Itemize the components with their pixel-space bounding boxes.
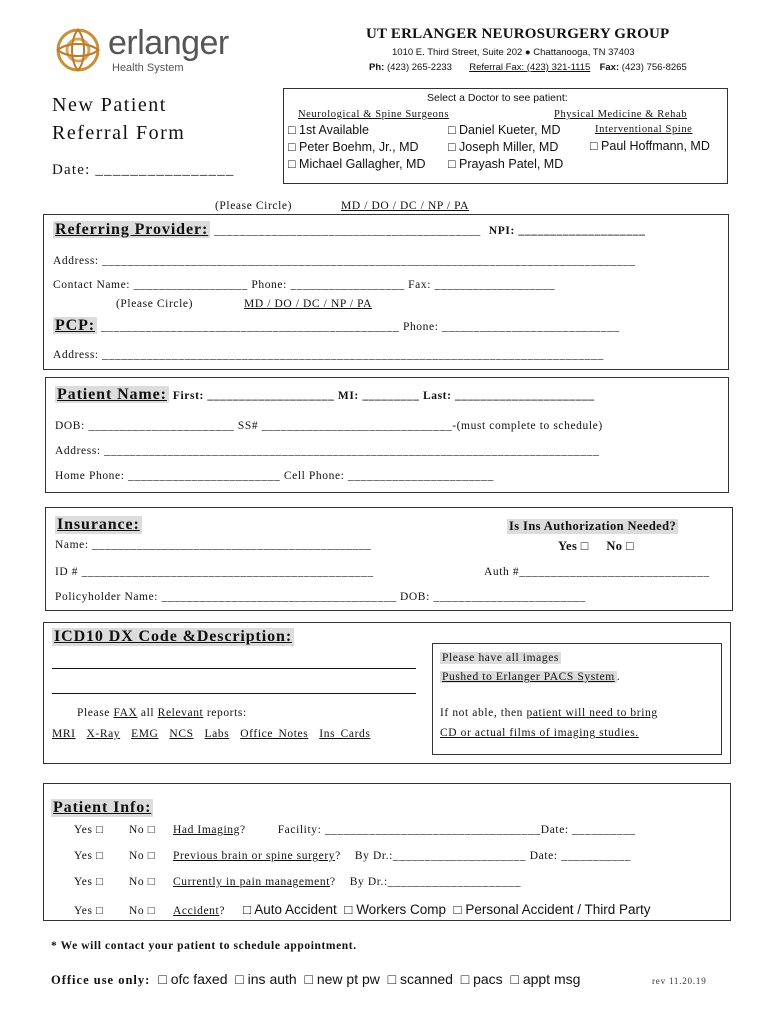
no-option[interactable]: No □ bbox=[129, 850, 156, 862]
patient-address-field[interactable]: Address: ______________________________________________________________________________ bbox=[55, 445, 600, 457]
logo-wordmark: erlanger bbox=[108, 24, 229, 62]
referring-provider-field[interactable]: __________________________________________ bbox=[214, 225, 481, 237]
patient-info-label: Patient Info: bbox=[53, 799, 152, 816]
contact-note: * We will contact your patient to schedule appointment. bbox=[51, 940, 357, 952]
interventional-heading: Interventional Spine bbox=[595, 124, 693, 135]
pmr-col bbox=[590, 139, 710, 153]
auth-number-field[interactable]: Auth #______________________________ bbox=[484, 566, 710, 578]
info-row: Yes □ No □ Accident? □ Auto Accident □ Workers Comp □ Personal Accident / Third Party bbox=[74, 902, 651, 917]
report-item[interactable]: Labs bbox=[204, 728, 230, 740]
phone-value: (423) 265-2233 bbox=[386, 62, 452, 73]
pcp-please-circle: (Please Circle) bbox=[116, 298, 194, 310]
fax-label: Fax: bbox=[599, 62, 620, 73]
checkbox[interactable]: □ bbox=[448, 157, 460, 171]
auth-yes-no[interactable]: Yes □ No □ bbox=[558, 539, 634, 553]
checkbox[interactable]: □ bbox=[288, 140, 300, 154]
patient-name-fields[interactable]: First: ____________________ MI: _________ Last: ______________________ bbox=[172, 390, 595, 402]
info-rest[interactable]: By Dr.:_____________________ Date: ___________ bbox=[354, 850, 631, 862]
doctor-option[interactable]: □ Daniel Kueter, MD bbox=[448, 123, 561, 137]
accident-option[interactable]: □ Personal Accident / Third Party bbox=[453, 902, 651, 917]
checkbox[interactable]: □ bbox=[448, 140, 460, 154]
info-item: Accident bbox=[173, 905, 220, 917]
doctor-select-box bbox=[283, 88, 728, 184]
policyholder-row[interactable]: Policyholder Name: _____________________________________ DOB: ________________________ bbox=[55, 591, 586, 603]
phone-label: Ph: bbox=[369, 62, 385, 73]
info-item: Currently in pain management bbox=[173, 876, 330, 888]
accident-option[interactable]: □ Workers Comp bbox=[344, 902, 446, 917]
insurance-id-field[interactable]: ID # ______________________________________________ bbox=[55, 566, 374, 578]
patient-name-row bbox=[55, 386, 595, 404]
doctor-option[interactable]: □ Peter Boehm, Jr., MD bbox=[288, 140, 419, 154]
pcp-field[interactable]: _______________________________________________ Phone: ____________________________ bbox=[101, 321, 620, 333]
pmr-heading: Physical Medicine & Rehab bbox=[554, 109, 688, 120]
doctor-option[interactable]: □ Paul Hoffmann, MD bbox=[590, 139, 710, 153]
office-item[interactable]: □ new pt pw bbox=[304, 971, 380, 987]
patient-phones-row[interactable]: Home Phone: ________________________ Cell Phone: _______________________ bbox=[55, 470, 494, 482]
pcp-address-field[interactable]: Address: _______________________________________________________________________________ bbox=[53, 349, 604, 361]
pcp-row bbox=[53, 317, 620, 335]
referring-contact-row[interactable]: Contact Name: __________________ Phone: __________________ Fax: ___________________ bbox=[53, 279, 556, 291]
report-item[interactable]: EMG bbox=[131, 728, 159, 740]
referring-address-field[interactable]: Address: ____________________________________________________________________________________ bbox=[53, 255, 636, 267]
auth-question: Is Ins Authorization Needed? bbox=[509, 519, 677, 533]
icd-line-1[interactable] bbox=[52, 668, 416, 669]
images-line-1: Please have all images bbox=[442, 652, 559, 664]
referring-provider-box bbox=[43, 214, 729, 370]
yes-option[interactable]: Yes □ bbox=[74, 876, 104, 888]
office-item[interactable]: □ ins auth bbox=[235, 971, 297, 987]
neuro-col-2 bbox=[448, 122, 563, 173]
erlanger-logo-icon bbox=[52, 24, 104, 76]
info-row: Yes □ No □ Previous brain or spine surgery? By Dr.:_____________________ Date: ___________ bbox=[74, 850, 631, 862]
yes-option[interactable]: Yes □ bbox=[74, 850, 104, 862]
logo bbox=[52, 24, 232, 76]
logo-subtitle: Health System bbox=[112, 62, 184, 74]
form-title-line-2: Referral Form bbox=[52, 122, 186, 144]
no-option[interactable]: No □ bbox=[129, 905, 156, 917]
group-address: 1010 E. Third Street, Suite 202 ● Chattanooga, TN 37403 bbox=[392, 47, 635, 58]
office-use-row bbox=[51, 971, 580, 989]
yes-option[interactable]: Yes □ bbox=[74, 905, 104, 917]
report-item[interactable]: MRI bbox=[52, 728, 76, 740]
doctor-option[interactable]: □ 1st Available bbox=[288, 123, 369, 137]
office-use-label: Office use only: bbox=[51, 973, 151, 987]
referring-please-circle: (Please Circle) bbox=[215, 200, 293, 212]
dob-ssn-row[interactable]: DOB: _______________________ SS# ______________________________-(must complete to schedule) bbox=[55, 420, 603, 432]
no-option[interactable]: No □ bbox=[129, 824, 156, 836]
not-able-line-1: If not able, then patient will need to bring bbox=[440, 707, 658, 719]
report-list bbox=[52, 728, 370, 740]
checkbox[interactable]: □ bbox=[590, 139, 602, 153]
doctor-select-label: Select a Doctor to see patient: bbox=[427, 92, 568, 104]
npi-field[interactable]: NPI: ____________________ bbox=[488, 225, 646, 237]
report-item[interactable]: NCS bbox=[169, 728, 194, 740]
images-line-2: Pushed to Erlanger PACS System . bbox=[442, 671, 621, 683]
pcp-credentials[interactable]: MD / DO / DC / NP / PA bbox=[244, 298, 373, 310]
icd-box bbox=[43, 622, 731, 764]
patient-info-box bbox=[43, 783, 731, 921]
icd-label: ICD10 DX Code &Description: bbox=[54, 628, 293, 645]
insurance-name-field[interactable]: Name: ____________________________________________ bbox=[55, 539, 372, 551]
patient-box bbox=[45, 377, 729, 493]
fax-instructions: Please FAX all Relevant reports: bbox=[77, 707, 247, 719]
office-item[interactable]: □ pacs bbox=[460, 971, 503, 987]
doctor-option[interactable]: □ Joseph Miller, MD bbox=[448, 140, 559, 154]
referring-provider-label: Referring Provider: bbox=[55, 221, 209, 238]
yes-option[interactable]: Yes □ bbox=[74, 824, 104, 836]
pcp-label: PCP: bbox=[55, 317, 96, 334]
referral-fax: Referral Fax: (423) 321-1115 bbox=[469, 62, 591, 73]
info-rest[interactable]: Facility: __________________________________Date: __________ bbox=[277, 824, 636, 836]
report-item[interactable]: Office Notes bbox=[240, 728, 309, 740]
referring-credentials[interactable]: MD / DO / DC / NP / PA bbox=[341, 200, 470, 212]
patient-name-label: Patient Name: bbox=[57, 386, 167, 403]
referring-row-1 bbox=[53, 221, 645, 239]
no-option[interactable]: No □ bbox=[129, 876, 156, 888]
date-field[interactable]: Date: ________________ bbox=[52, 162, 235, 178]
info-item: Had Imaging bbox=[173, 824, 240, 836]
icd-line-2[interactable] bbox=[52, 693, 416, 694]
not-able-line-2: CD or actual films of imaging studies. bbox=[440, 727, 639, 739]
office-item[interactable]: □ scanned bbox=[387, 971, 453, 987]
report-item[interactable]: X-Ray bbox=[86, 728, 121, 740]
contact-line bbox=[369, 62, 687, 73]
office-item[interactable]: □ appt msg bbox=[510, 971, 581, 987]
accident-option[interactable]: □ Auto Accident bbox=[243, 902, 337, 917]
info-rest[interactable]: By Dr.:_____________________ bbox=[349, 876, 522, 888]
info-item: Previous brain or spine surgery bbox=[173, 850, 336, 862]
checkbox[interactable]: □ bbox=[288, 157, 300, 171]
report-item[interactable]: Ins Cards bbox=[319, 728, 371, 740]
group-name: UT ERLANGER NEUROSURGERY GROUP bbox=[366, 26, 670, 42]
neuro-heading: Neurological & Spine Surgeons bbox=[298, 109, 450, 120]
checkbox[interactable]: □ bbox=[288, 123, 300, 137]
insurance-box bbox=[45, 507, 733, 611]
doctor-option[interactable]: □ Prayash Patel, MD bbox=[448, 157, 564, 171]
neuro-col-1 bbox=[288, 122, 425, 173]
images-box bbox=[432, 643, 722, 755]
doctor-option[interactable]: □ Michael Gallagher, MD bbox=[288, 157, 426, 171]
form-title-line-1: New Patient bbox=[52, 94, 167, 116]
office-item[interactable]: □ ofc faxed bbox=[158, 971, 228, 987]
revision-label: rev 11.20.19 bbox=[652, 976, 707, 986]
checkbox[interactable]: □ bbox=[448, 123, 460, 137]
info-row: Yes □ No □ Had Imaging? Facility: __________________________________Date: __________ bbox=[74, 824, 636, 836]
insurance-label: Insurance: bbox=[57, 516, 140, 533]
fax-value: (423) 756-8265 bbox=[621, 62, 687, 73]
info-row: Yes □ No □ Currently in pain management? By Dr.:_____________________ bbox=[74, 876, 522, 888]
